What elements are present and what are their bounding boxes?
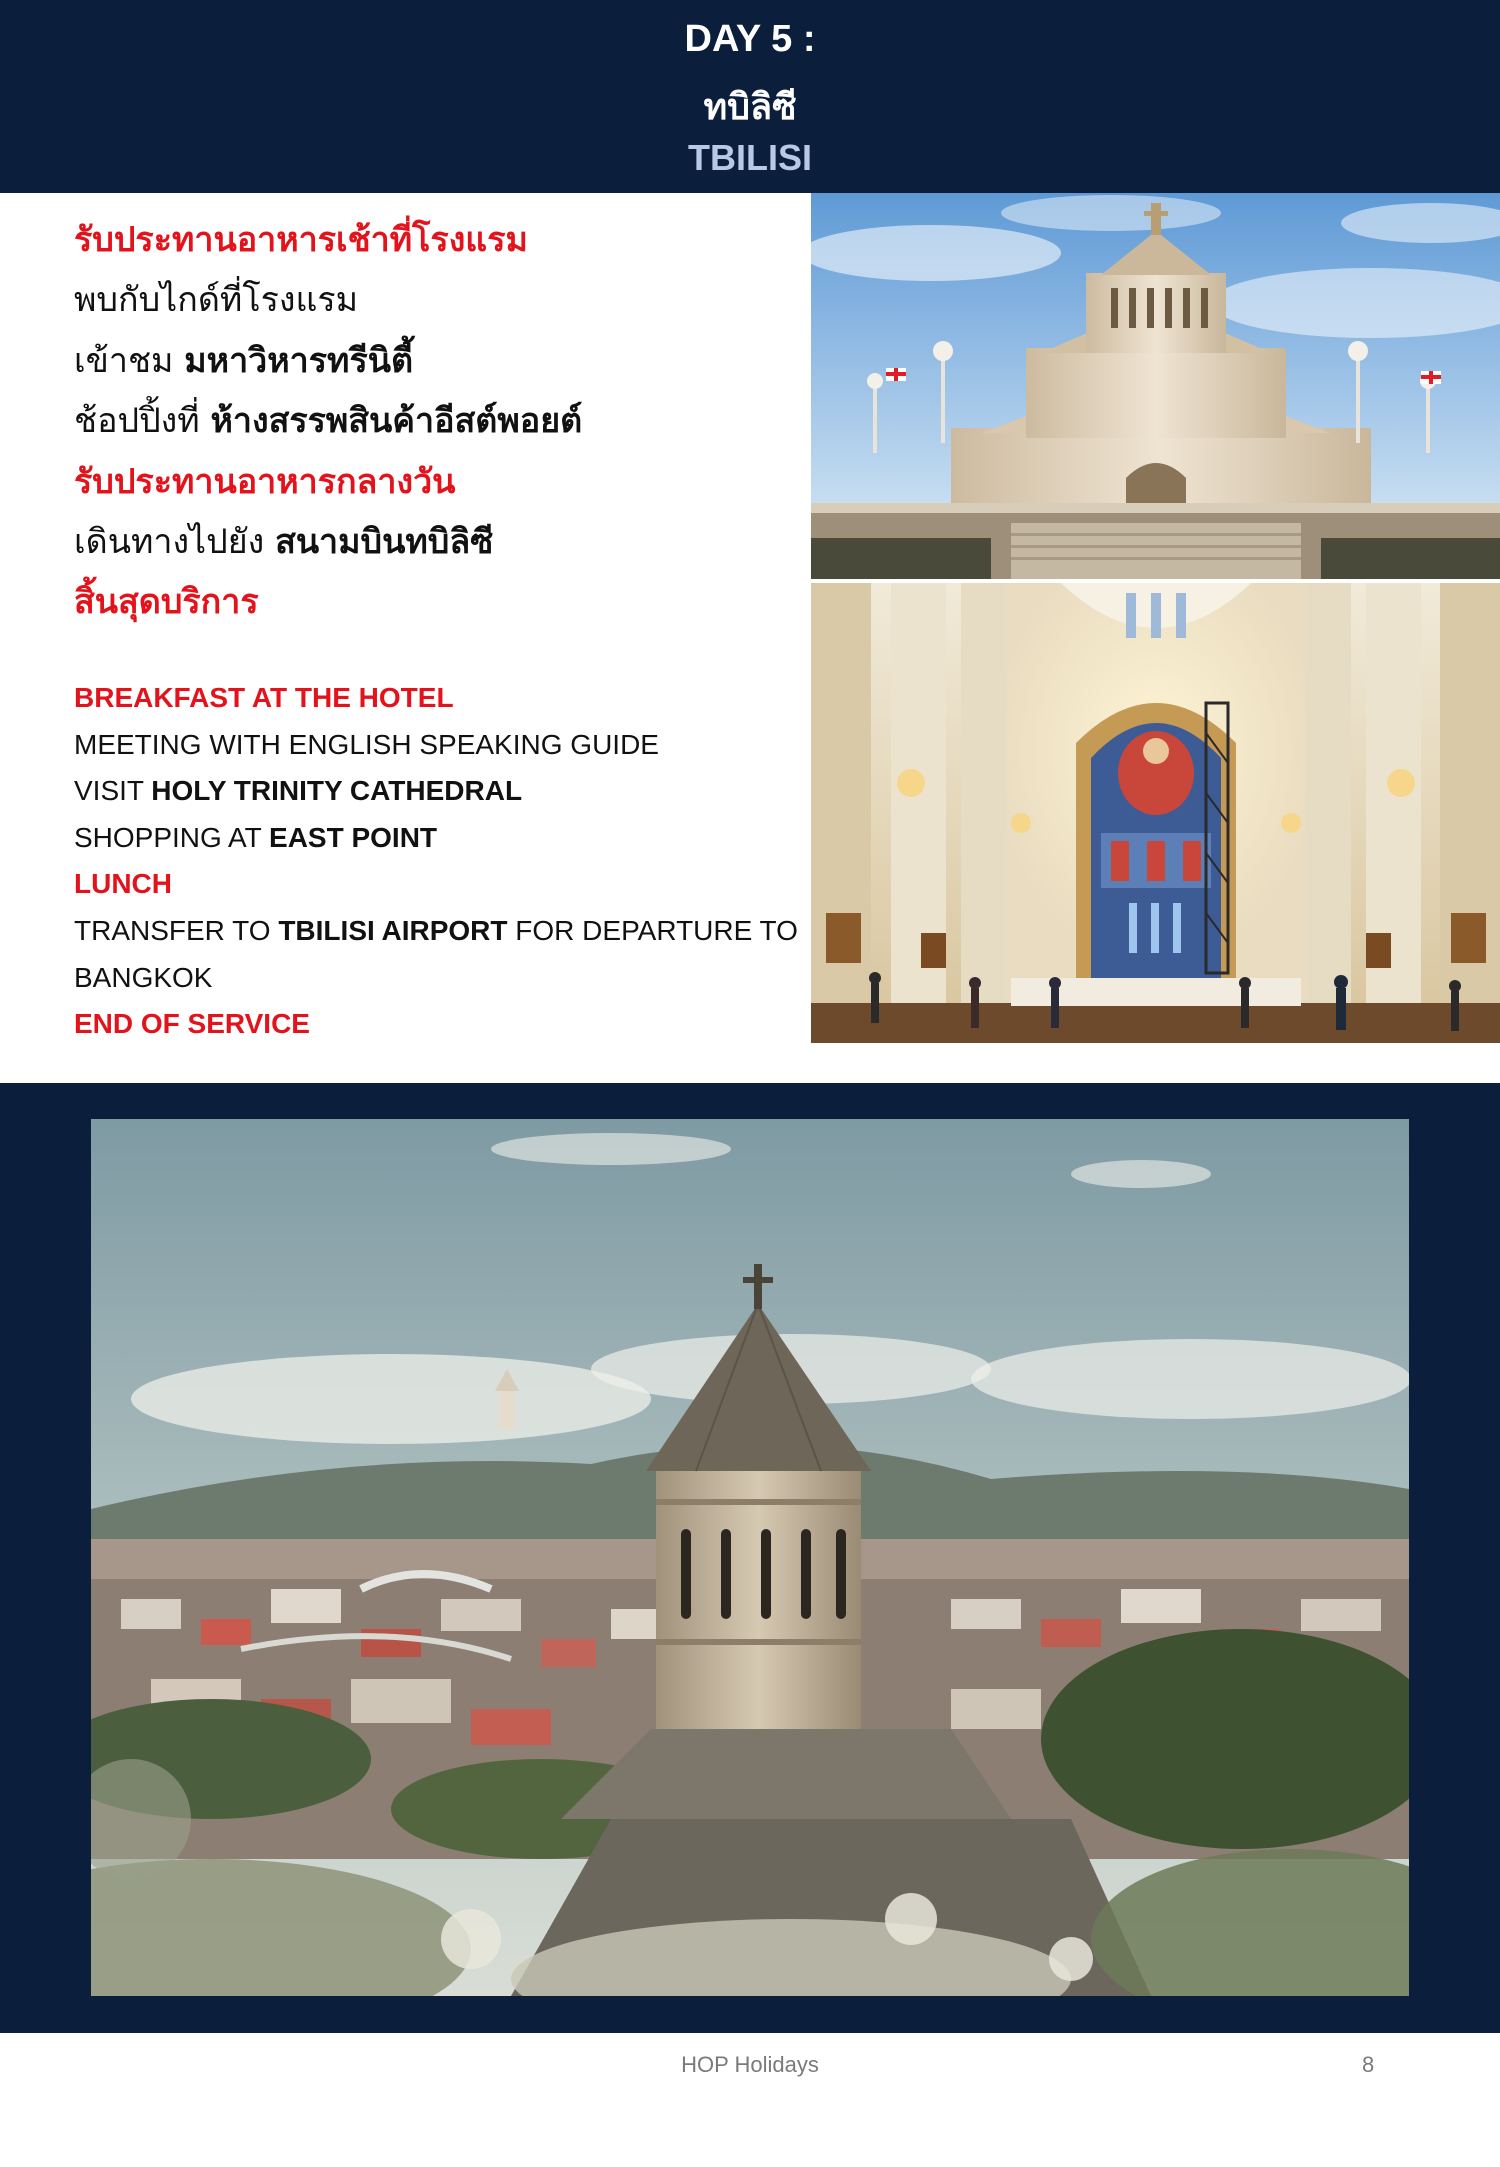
thai-line-highlight: มหาวิหารทรีนิตี้	[184, 340, 414, 381]
day-header	[0, 0, 1500, 193]
english-line-highlight: BREAKFAST AT THE HOTEL	[74, 682, 454, 713]
english-itinerary-line	[74, 955, 774, 1002]
thai-line-highlight: รับประทานอาหารเช้าที่โรงแรม	[74, 220, 528, 260]
footer-brand: HOP Holidays	[681, 2052, 819, 2077]
day-number: DAY 5 :	[684, 18, 816, 60]
english-itinerary-line	[74, 815, 774, 862]
thai-itinerary-line	[74, 452, 794, 512]
thai-line-text: เดินทางไปยัง	[74, 521, 276, 562]
english-line-text: MEETING WITH ENGLISH SPEAKING GUIDE	[74, 728, 659, 760]
tbilisi-city-photo	[91, 1119, 1409, 1996]
english-itinerary	[74, 675, 798, 1048]
city-title-english: TBILISI	[688, 137, 812, 178]
english-line-highlight: EAST POINT	[269, 821, 438, 853]
thai-line-text: พบกับไกด์ที่โรงแรม	[74, 280, 359, 321]
english-itinerary-line	[74, 1001, 774, 1048]
cathedral-exterior-photo	[811, 193, 1500, 579]
cathedral-interior-photo	[811, 583, 1500, 1043]
english-itinerary-line	[74, 675, 774, 722]
thai-itinerary-line	[74, 331, 794, 391]
english-line-highlight: HOLY TRINITY CATHEDRAL	[151, 775, 523, 807]
english-itinerary-line	[74, 768, 774, 815]
english-line-highlight: TBILISI AIRPORT	[278, 914, 508, 946]
english-itinerary-line	[74, 861, 774, 908]
thai-itinerary-line	[74, 572, 794, 632]
english-line-highlight: END OF SERVICE	[74, 1008, 310, 1040]
page-number: 8	[1362, 2052, 1375, 2077]
thai-itinerary-line	[74, 512, 794, 572]
thai-line-text: ช้อปปิ้งที่	[74, 401, 211, 442]
english-line-highlight: LUNCH	[74, 868, 172, 900]
thai-line-highlight: สิ้นสุดบริการ	[74, 582, 259, 623]
thai-line-text: เข้าชม	[74, 340, 185, 381]
thai-itinerary	[74, 210, 794, 633]
english-line-text: SHOPPING AT	[74, 821, 270, 853]
thai-itinerary-line	[74, 270, 794, 330]
thai-itinerary-line	[74, 391, 794, 451]
english-line-text: VISIT	[74, 775, 152, 807]
thai-line-highlight: รับประทานอาหารกลางวัน	[74, 461, 456, 502]
english-itinerary-line	[74, 908, 798, 955]
thai-itinerary-line	[74, 210, 794, 270]
english-itinerary-line	[74, 722, 774, 769]
english-line-text: BANGKOK	[74, 961, 213, 993]
thai-line-highlight: ห้างสรรพสินค้าอีสต์พอยต์	[210, 401, 583, 442]
city-title-thai: ทบิลิซี	[703, 87, 797, 128]
thai-line-highlight: สนามบินทบิลิซี	[275, 521, 494, 562]
english-line-text: TRANSFER TO	[74, 914, 279, 946]
english-line-text-after: FOR DEPARTURE TO	[507, 914, 798, 946]
